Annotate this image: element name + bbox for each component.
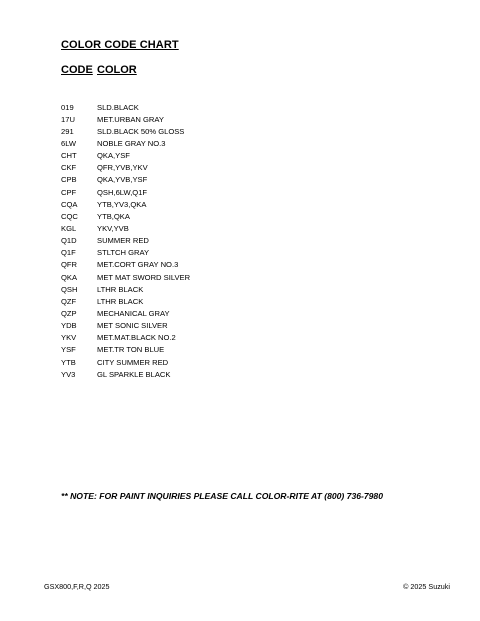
row-code: YV3 [61,369,76,379]
column-header-color: COLOR [97,64,137,76]
row-color: STLTCH GRAY [97,248,150,258]
row-code: QSH [61,284,78,294]
row-color: YKV,YVB [97,223,129,233]
table-row [61,368,321,380]
table-row [61,162,321,174]
row-code: CPB [61,175,77,185]
table-row [61,332,321,344]
row-code: YDB [61,321,77,331]
row-color: MET.URBAN GRAY [97,114,164,124]
table-row [61,344,321,356]
row-code: 17U [61,114,75,124]
row-color: SLD.BLACK [97,102,139,112]
table-row [61,137,321,149]
row-code: CQA [61,199,78,209]
row-color: MET.MAT.BLACK NO.2 [97,333,176,343]
row-color: GL SPARKLE BLACK [97,369,171,379]
row-color: SLD.BLACK 50% GLOSS [97,126,185,136]
row-color: MECHANICAL GRAY [97,308,170,318]
table-row [61,271,321,283]
table-row [61,222,321,234]
column-header-code: CODE [61,64,93,76]
row-color: LTHR BLACK [97,284,144,294]
table-row [61,198,321,210]
row-code: CPF [61,187,77,197]
row-code: QKA [61,272,78,282]
table-row [61,210,321,222]
color-code-table [61,101,321,380]
table-row [61,101,321,113]
table-row [61,186,321,198]
row-code: QFR [61,260,78,270]
row-color: YTB,YV3,QKA [97,199,147,209]
row-color: CITY SUMMER RED [97,357,169,367]
row-code: CQC [61,211,78,221]
row-color: MET SONIC SILVER [97,321,168,331]
row-color: QSH,6LW,Q1F [97,187,148,197]
row-code: 291 [61,126,74,136]
row-code: Q1F [61,248,76,258]
table-row [61,174,321,186]
table-row [61,320,321,332]
table-row [61,259,321,271]
row-code: 019 [61,102,74,112]
table-row [61,307,321,319]
row-code: 6LW [61,138,77,148]
row-code: YKV [61,333,77,343]
row-color: YTB,QKA [97,211,130,221]
row-color: QKA,YSF [97,151,130,161]
row-code: QZF [61,296,77,306]
row-code: YSF [61,345,76,355]
table-row [61,113,321,125]
row-color: MET.TR TON BLUE [97,345,165,355]
row-color: SUMMER RED [97,236,149,246]
table-row [61,283,321,295]
table-row [61,125,321,137]
page-title: COLOR CODE CHART [61,39,179,51]
row-code: YTB [61,357,76,367]
table-row [61,356,321,368]
paint-inquiry-note: ** NOTE: FOR PAINT INQUIRIES PLEASE CALL COLOR-RITE AT (800) 736-7980 [61,491,383,501]
footer-model-year: GSX800,F,R,Q 2025 [44,582,110,591]
table-row [61,247,321,259]
row-code: Q1D [61,236,77,246]
row-color: LTHR BLACK [97,296,144,306]
row-color: QKA,YVB,YSF [97,175,148,185]
row-code: CHT [61,151,77,161]
row-code: QZP [61,308,77,318]
footer-copyright: © 2025 Suzuki [403,582,450,591]
table-row [61,150,321,162]
row-color: QFR,YVB,YKV [97,163,148,173]
table-row [61,235,321,247]
row-code: CKF [61,163,77,173]
row-color: MET MAT SWORD SILVER [97,272,191,282]
row-color: NOBLE GRAY NO.3 [97,138,166,148]
table-row [61,295,321,307]
row-code: KGL [61,223,77,233]
row-color: MET.CORT GRAY NO.3 [97,260,179,270]
